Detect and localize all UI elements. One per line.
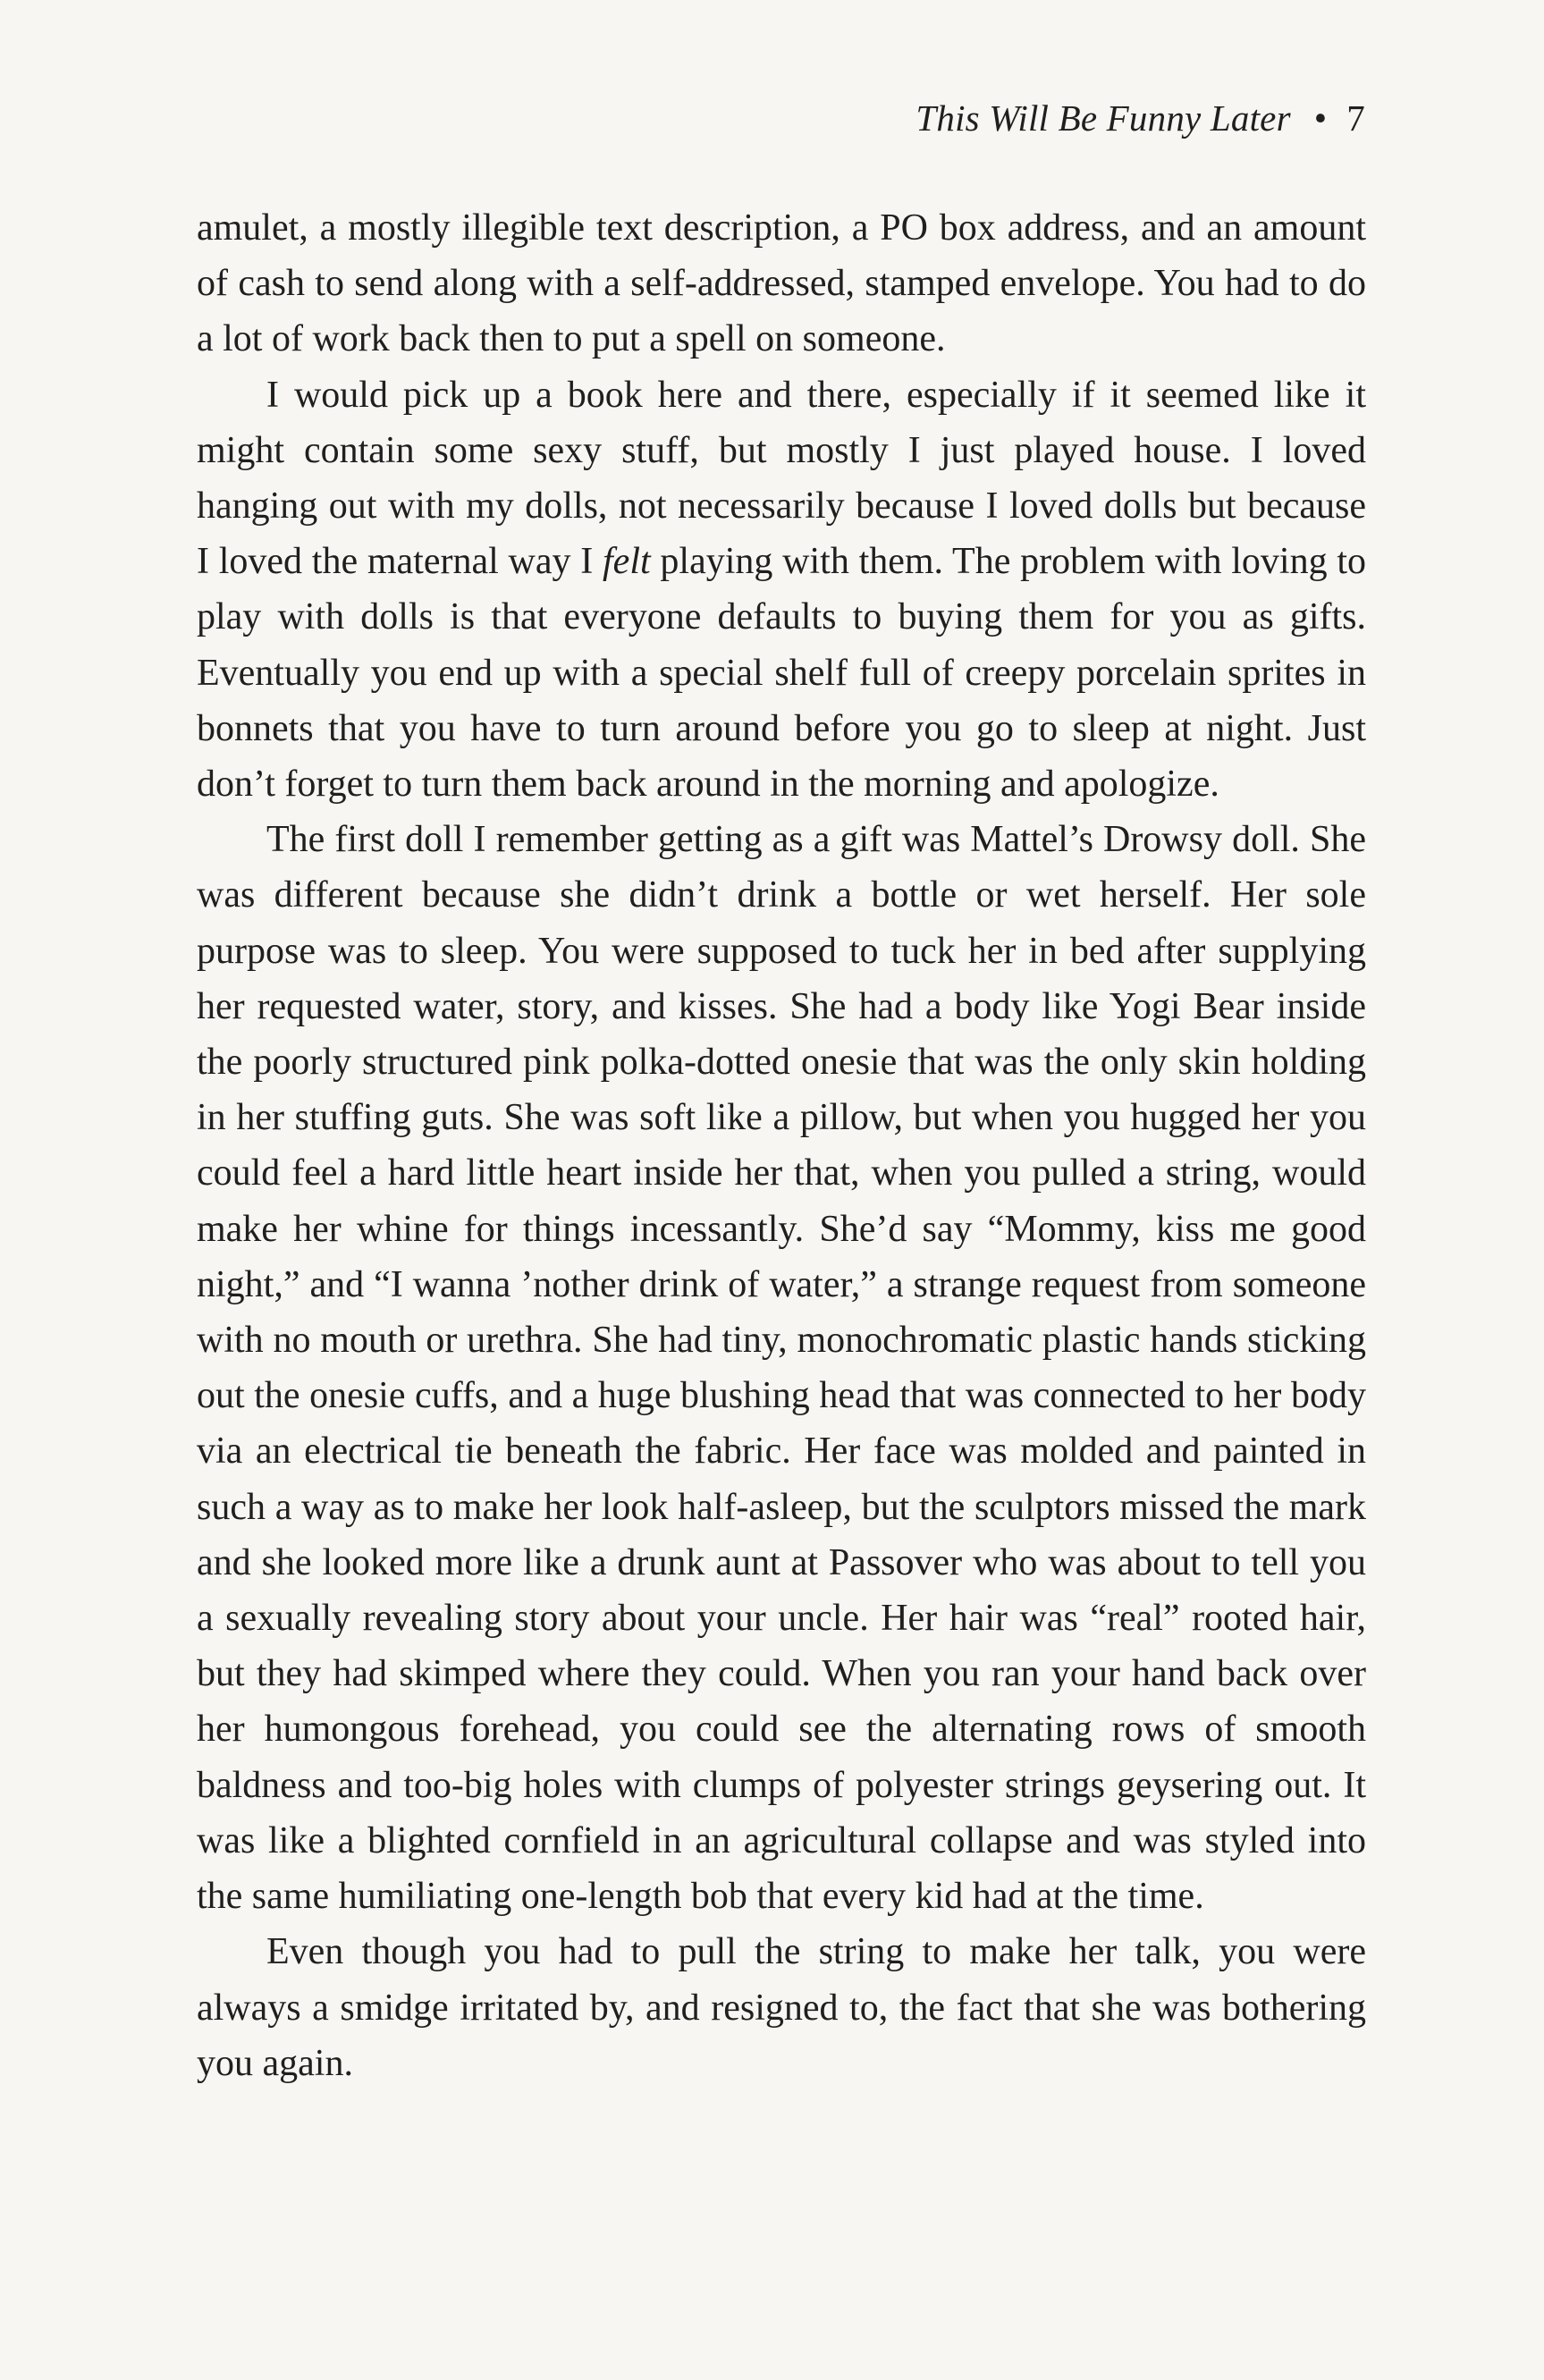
- body-text: [197, 200, 1366, 2091]
- paragraph-1: amulet, a mostly illegible text description, a PO box address, and an amount of cash to send along with a self-addressed, stamped envelope. You had to do a lot of work back then to put a spell on someone.: [197, 207, 1366, 360]
- paragraph-3: The first doll I remember getting as a gift was Mattel’s Drowsy doll. She was different because she didn’t drink a bottle or wet herself. Her sole purpose was to sleep. You were supposed to tuck her in bed after supplying her requested water, story, and kisses. She had a body like Yogi Bear inside the poorly structured pink polka-dotted onesie that was the only skin holding in her stuffing guts. She was soft like a pillow, but when you hugged her you could feel a hard little heart inside her that, when you pulled a string, would make her whine for things incessantly. She’d say “Mommy, kiss me good night,” and “I wanna ’nother drink of water,” a strange request from someone with no mouth or urethra. She had tiny, monochromatic plastic hands sticking out the onesie cuffs, and a huge blushing head that was connected to her body via an electrical tie beneath the fabric. Her face was molded and painted in such a way as to make her look half-asleep, but the sculptors missed the mark and she looked more like a drunk aunt at Passover who was about to tell you a sexually revealing story about your uncle. Her hair was “real” rooted hair, but they had skimped where they could. When you ran your hand back over her humongous forehead, you could see the alternating rows of smooth baldness and too-big holes with clumps of polyester strings geysering out. It was like a blighted cornfield in an agricultural collapse and was styled into the same humiliating one-length bob that every kid had at the time.: [197, 819, 1366, 1918]
- paragraph-2: [197, 367, 1366, 813]
- paragraph-2-text-after: playing with them. The problem with loving to play with dolls is that everyone defaults to buying them for you as gifts. Eventually you end up with a special shelf full of creepy porcelain sprites in bonnets that you have to turn around before you go to sleep at night. Just don’t forget to turn them back around in the morning and apologize.: [197, 541, 1367, 806]
- paragraph-2-emphasis: felt: [603, 541, 651, 583]
- paragraph-2-text-before: I would pick up a book here and there, especially if it seemed like it might contain some sexy stuff, but mostly I just played house. I loved hanging out with my dolls, not necessarily because I loved dolls but because I loved the maternal way I: [197, 374, 1366, 583]
- page-number: 7: [1346, 97, 1365, 139]
- paragraph-4: Even though you had to pull the string to make her talk, you were always a smidge irritated by, and resigned to, the fact that she was bothering you again.: [197, 1931, 1366, 2084]
- running-head-title: This Will Be Funny Later: [915, 97, 1291, 139]
- running-head: [915, 97, 1365, 139]
- running-head-separator: •: [1313, 97, 1328, 139]
